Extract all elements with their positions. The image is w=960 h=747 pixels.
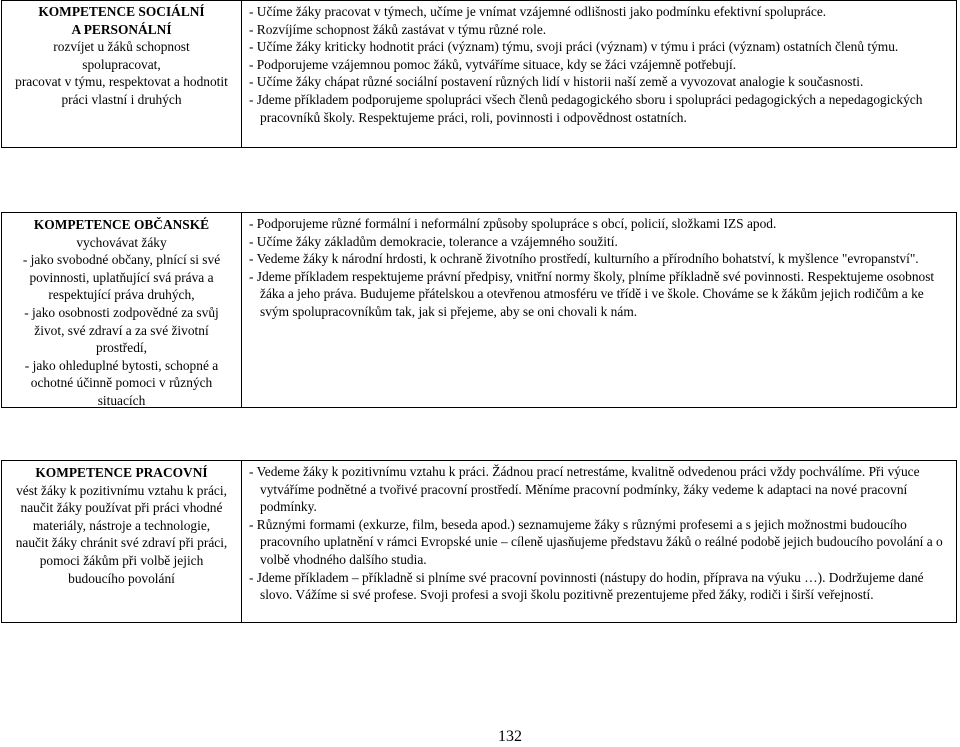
page-number: 132 xyxy=(498,728,522,745)
competence-aim: pomoci žákům při volbě jejich xyxy=(39,552,204,568)
strategy-cell xyxy=(242,213,956,407)
competence-aim: respektující práva druhých, xyxy=(48,287,195,303)
competence-table-work xyxy=(1,460,957,623)
competence-heading: KOMPETENCE SOCIÁLNÍ xyxy=(38,4,205,19)
strategy-item: - Podporujeme různé formální i neformální způsoby spolupráce s obcí, policií, složkami IZS apod. xyxy=(249,216,777,231)
competence-table-civic xyxy=(1,212,957,408)
competence-aim: ochotné účinně pomoci v různých xyxy=(30,375,213,391)
strategy-item: - Učíme žáky základům demokracie, tolerance a vzájemného soužití. xyxy=(249,233,618,249)
competence-aim: naučit žáky chránit své zdraví při práci, xyxy=(15,535,228,551)
competence-aim: vychovávat žáky xyxy=(76,234,167,250)
competence-aim: - jako svobodné občany, plnící si své xyxy=(22,252,221,268)
strategy-item: - Rozvíjíme schopnost žáků zastávat v týmu různé role. xyxy=(249,21,547,37)
competence-label-cell xyxy=(2,213,242,407)
competence-aim: spolupracovat, xyxy=(82,56,161,72)
competence-heading: KOMPETENCE OBČANSKÉ xyxy=(33,217,210,232)
competence-aim: prostředí, xyxy=(96,340,147,356)
competence-aim: práci vlastní i druhých xyxy=(61,91,182,107)
competence-label-cell xyxy=(2,1,242,147)
strategy-cell xyxy=(242,1,956,147)
competence-label-cell xyxy=(2,461,242,622)
strategy-cell xyxy=(242,461,956,622)
competence-aim: situacích xyxy=(97,392,146,408)
competence-aim: naučit žáky používat při práci vhodné xyxy=(20,500,223,516)
strategy-item: - Učíme žáky chápat různé sociální postavení různých lidí v historii naší země a vyvozovat analogie k současnosti. xyxy=(249,74,864,90)
strategy-item: - Jdeme příkladem respektujeme právní předpisy, vnitřní normy školy, plníme příkladně své povinnosti. Respektujeme osobnost žáka a jeho práva. Budujeme přátelskou a otevřenou atmosféru ve třídě i ve škole. Chováme se k žákům jejich rodičům a ke svým spolupracovníkům tak, jak si přejeme, aby se oni chovali k nám. xyxy=(249,268,935,319)
strategy-item: - Učíme žáky kriticky hodnotit práci (význam) týmu, svoji práci (význam) v týmu i práci (význam) ostatních členů týmu. xyxy=(249,39,899,55)
competence-heading: A PERSONÁLNÍ xyxy=(71,21,172,37)
strategy-item: - Jdeme příkladem – příkladně si plníme své pracovní povinnosti (nástupy do hodin, příprava na výuku …). Dodržujeme dané slovo. Vážíme si své profese. Svoji profesi a svoji školu pozitivně prezentujeme před žáky, rodiči i širší veřejností. xyxy=(249,569,924,603)
competence-heading: KOMPETENCE PRACOVNÍ xyxy=(35,465,208,480)
strategy-item: - Jdeme příkladem podporujeme spolupráci všech členů pedagogického sboru i spolupráci pedagogických a nepedagogických pracovníků školy. Respektujeme práci, roli, povinnosti i odpovědnost ostatních. xyxy=(249,91,923,125)
strategy-item: - Různými formami (exkurze, film, beseda apod.) seznamujeme žáky s různými profesemi a s jejich možnostmi budoucího pracovního uplatnění v rámci Evropské unie – cíleně ujasňujeme představu žáků o reálné podobě jejich budoucího povolání a o volbě vhodného dalšího studia. xyxy=(249,516,943,567)
competence-aim: - jako ohleduplné bytosti, schopné a xyxy=(24,357,219,373)
competence-aim: pracovat v týmu, respektovat a hodnotit xyxy=(15,74,228,90)
competence-aim: život, své zdraví a za své životní xyxy=(34,322,209,338)
strategy-item: - Vedeme žáky k národní hrdosti, k ochraně životního prostředí, kulturního a přírodního bohatství, k myšlence "evropanství". xyxy=(249,251,919,267)
competence-aim: povinnosti, uplatňující svá práva a xyxy=(29,269,214,285)
competence-aim: vést žáky k pozitivnímu vztahu k práci, xyxy=(16,482,227,498)
competence-table-social xyxy=(1,0,957,148)
strategy-item: - Vedeme žáky k pozitivnímu vztahu k práci. Žádnou prací netrestáme, kvalitně odvedenou práci vždy pochválíme. Při výuce vytváříme podnětné a tvořivé pracovní prostředí. Měníme pracovní podmínky, žáky vedeme k adaptaci na nové pracovní podmínky. xyxy=(249,464,920,515)
competence-aim: budoucího povolání xyxy=(68,570,175,586)
strategy-item: - Podporujeme vzájemnou pomoc žáků, vytváříme situace, kdy se žáci vzájemně potřebují. xyxy=(249,56,737,72)
strategy-item: - Učíme žáky pracovat v týmech, učíme je vnímat vzájemné odlišnosti jako podmínku efektivní spolupráce. xyxy=(249,4,827,19)
competence-aim: rozvíjet u žáků schopnost xyxy=(53,39,190,55)
competence-aim: - jako osobnosti zodpovědné za svůj xyxy=(24,304,219,320)
competence-aim: materiály, nástroje a technologie, xyxy=(32,517,211,533)
